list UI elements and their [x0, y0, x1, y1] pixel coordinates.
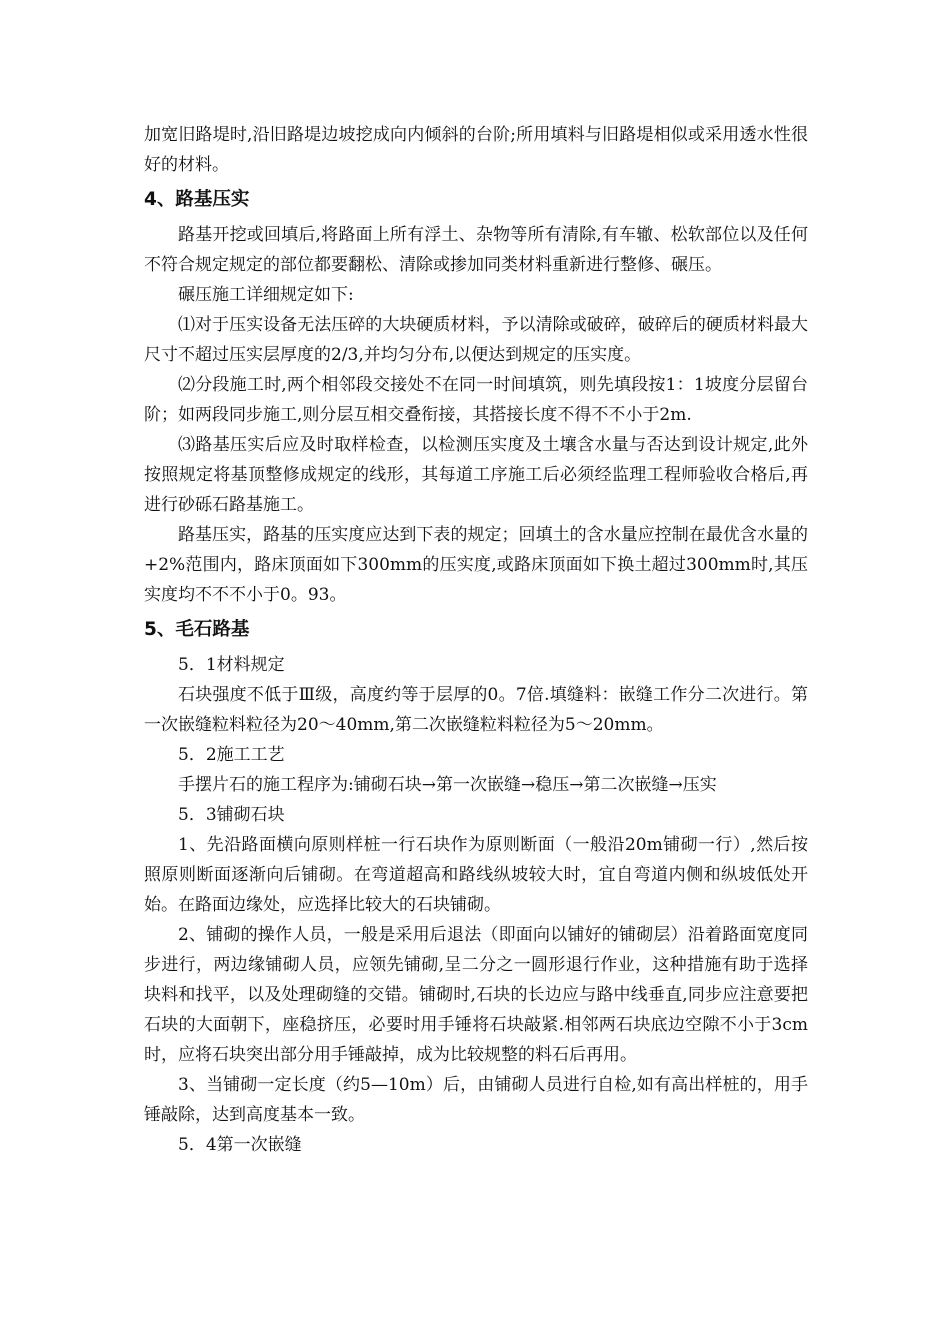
paragraph: 路基开挖或回填后,将路面上所有浮土、杂物等所有清除,有车辙、松软部位以及任何不符合规定规定的部位都要翻松、清除或掺加同类材料重新进行整修、碾压。	[144, 225, 808, 275]
paragraph: 5．4第一次嵌缝	[178, 1135, 302, 1155]
paragraph: 石块强度不低于Ⅲ级，高度约等于层厚的0。7倍.填缝料：嵌缝工作分二次进行。第一次嵌缝粒料粒径为20～40mm,第二次嵌缝粒料粒径为5～20mm。	[144, 685, 808, 735]
document-body	[144, 120, 808, 1160]
paragraph: 手摆片石的施工程序为:铺砌石块→第一次嵌缝→稳压→第二次嵌缝→压实	[178, 775, 717, 795]
paragraph: 5．3铺砌石块	[178, 805, 285, 825]
paragraph: 5．1材料规定	[178, 655, 285, 675]
paragraph: ⑴对于压实设备无法压碎的大块硬质材料，予以清除或破碎，破碎后的硬质材料最大尺寸不超过压实层厚度的2/3,并均匀分布,以便达到规定的压实度。	[144, 315, 808, 365]
paragraph: 2、铺砌的操作人员，一般是采用后退法（即面向以铺好的铺砌层）沿着路面宽度同步进行，两边缘铺砌人员，应领先铺砌,呈二分之一圆形退行作业，这种措施有助于选择块料和找平，以及处理砌缝的交错。铺砌时,石块的长边应与路中线垂直,同步应注意要把石块的大面朝下，座稳挤压，必要时用手锤将石块敲紧.相邻两石块底边空隙不小于3cm时，应将石块突出部分用手锤敲掉，成为比较规整的料石后再用。	[144, 925, 808, 1065]
paragraph: 3、当铺砌一定长度（约5—10m）后，由铺砌人员进行自检,如有高出样桩的，用手锤敲除，达到高度基本一致。	[144, 1075, 808, 1125]
section-heading: 4、路基压实	[144, 189, 250, 210]
paragraph: ⑵分段施工时,两个相邻段交接处不在同一时间填筑，则先填段按1：1坡度分层留台阶；如两段同步施工,则分层互相交叠衔接，其搭接长度不得不不小于2m.	[144, 375, 808, 425]
paragraph: 5．2施工工艺	[178, 745, 285, 765]
paragraph: 碾压施工详细规定如下:	[178, 285, 354, 305]
paragraph: 加宽旧路堤时,沿旧路堤边坡挖成向内倾斜的台阶;所用填料与旧路堤相似或采用透水性很好的材料。	[144, 125, 808, 175]
paragraph: 1、先沿路面横向原则样桩一行石块作为原则断面（一般沿20m铺砌一行）,然后按照原则断面逐渐向后铺砌。在弯道超高和路线纵坡较大时，宜自弯道内侧和纵坡低处开始。在路面边缘处，应选择比较大的石块铺砌。	[144, 835, 808, 915]
paragraph: 路基压实，路基的压实度应达到下表的规定；回填土的含水量应控制在最优含水量的+2%范围内，路床顶面如下300mm的压实度,或路床顶面如下换土超过300mm时,其压实度均不不不小于0。93。	[144, 525, 808, 605]
section-heading: 5、毛石路基	[144, 619, 250, 640]
paragraph: ⑶路基压实后应及时取样检查，以检测压实度及土壤含水量与否达到设计规定,此外按照规定将基顶整修成规定的线形，其每道工序施工后必须经监理工程师验收合格后,再进行砂砾石路基施工。	[144, 435, 808, 515]
